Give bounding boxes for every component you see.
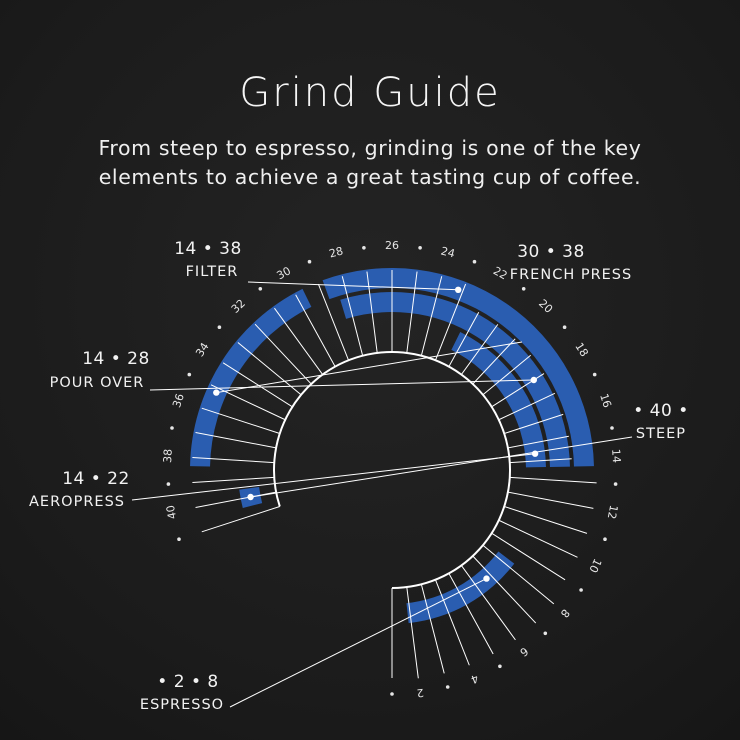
tick-label: 8 [557, 606, 573, 620]
tick-label: 28 [327, 244, 345, 261]
tick-dot [498, 665, 502, 669]
leader-french-press [216, 342, 522, 393]
steep-name-label: STEEP [635, 426, 687, 442]
tick-label: 34 [193, 340, 212, 360]
tick-dot [446, 685, 450, 689]
tick-dot [610, 426, 614, 430]
tick-label: 30 [274, 264, 294, 283]
tick-label: 14 [609, 448, 624, 464]
steep-range-label: • 40 • [633, 401, 689, 421]
tick-label: 26 [385, 239, 399, 252]
tick-dot [308, 260, 312, 264]
pour-over-range-label: 14 • 28 [82, 349, 150, 369]
leader-steep [251, 437, 632, 497]
tick-label: 2 [415, 685, 425, 700]
french-press-name-label: FRENCH PRESS [509, 267, 633, 283]
tick-dot [593, 373, 597, 377]
marker-pour-over [531, 377, 537, 383]
scale-spoke [508, 492, 593, 508]
espresso-range-label: • 2 • 8 [157, 672, 219, 692]
tick-dot [170, 426, 174, 430]
tick-dot [362, 246, 366, 250]
band-french-press [190, 289, 311, 467]
page-title: Grind Guide [239, 70, 501, 116]
band-espresso [406, 551, 514, 623]
tick-dot [522, 287, 526, 291]
tick-dot [177, 537, 181, 541]
tick-dot [188, 373, 192, 377]
subtitle-line-2: elements to achieve a great tasting cup of coffee. [98, 165, 642, 189]
tick-dot [259, 287, 263, 291]
tick-dot [579, 588, 583, 592]
marker-filter [455, 287, 461, 293]
tick-label: 24 [439, 244, 457, 261]
tick-dot [614, 482, 618, 486]
scale-spoke [296, 295, 336, 367]
scale-spoke [504, 506, 587, 533]
tick-label: 22 [490, 264, 510, 283]
tick-label: 32 [228, 296, 248, 316]
filter-range-label: 14 • 38 [174, 239, 242, 259]
tick-label: 36 [170, 391, 187, 410]
tick-label: 18 [572, 340, 591, 360]
marker-steep [247, 494, 253, 500]
tick-dot [563, 325, 567, 329]
marker-espresso [483, 575, 489, 581]
aeropress-range-label: 14 • 22 [62, 469, 130, 489]
tick-label: 10 [586, 556, 605, 575]
subtitle-line-1: From steep to espresso, grinding is one of the key [98, 136, 642, 160]
filter-name-label: FILTER [185, 264, 239, 280]
tick-dot [473, 260, 477, 264]
tick-dot [390, 692, 394, 696]
espresso-name-label: ESPRESSO [139, 697, 225, 713]
scale-spoke [192, 477, 274, 482]
scale-spoke [274, 308, 322, 374]
tick-dot [167, 482, 171, 486]
tick-dot [603, 537, 607, 541]
tick-dot [418, 246, 422, 250]
scale-spoke [510, 477, 597, 482]
scale-spoke [202, 506, 280, 531]
pour-over-name-label: POUR OVER [49, 375, 145, 391]
marker-french-press [213, 389, 219, 395]
french-press-range-label: 30 • 38 [517, 242, 585, 262]
tick-label: 38 [160, 448, 175, 464]
tick-dot [544, 632, 548, 636]
tick-dot [218, 325, 222, 329]
tick-label: 6 [517, 644, 531, 659]
scale-spoke [407, 587, 419, 678]
tick-label: 16 [597, 391, 614, 410]
scale-spoke [223, 363, 292, 407]
scale-spoke [255, 324, 311, 384]
tick-label: 40 [163, 503, 180, 521]
tick-label: 20 [536, 296, 556, 316]
scale-spoke [499, 520, 578, 557]
aeropress-name-label: AEROPRESS [29, 494, 125, 510]
tick-label: 12 [604, 503, 621, 521]
tick-label: 4 [469, 671, 481, 687]
